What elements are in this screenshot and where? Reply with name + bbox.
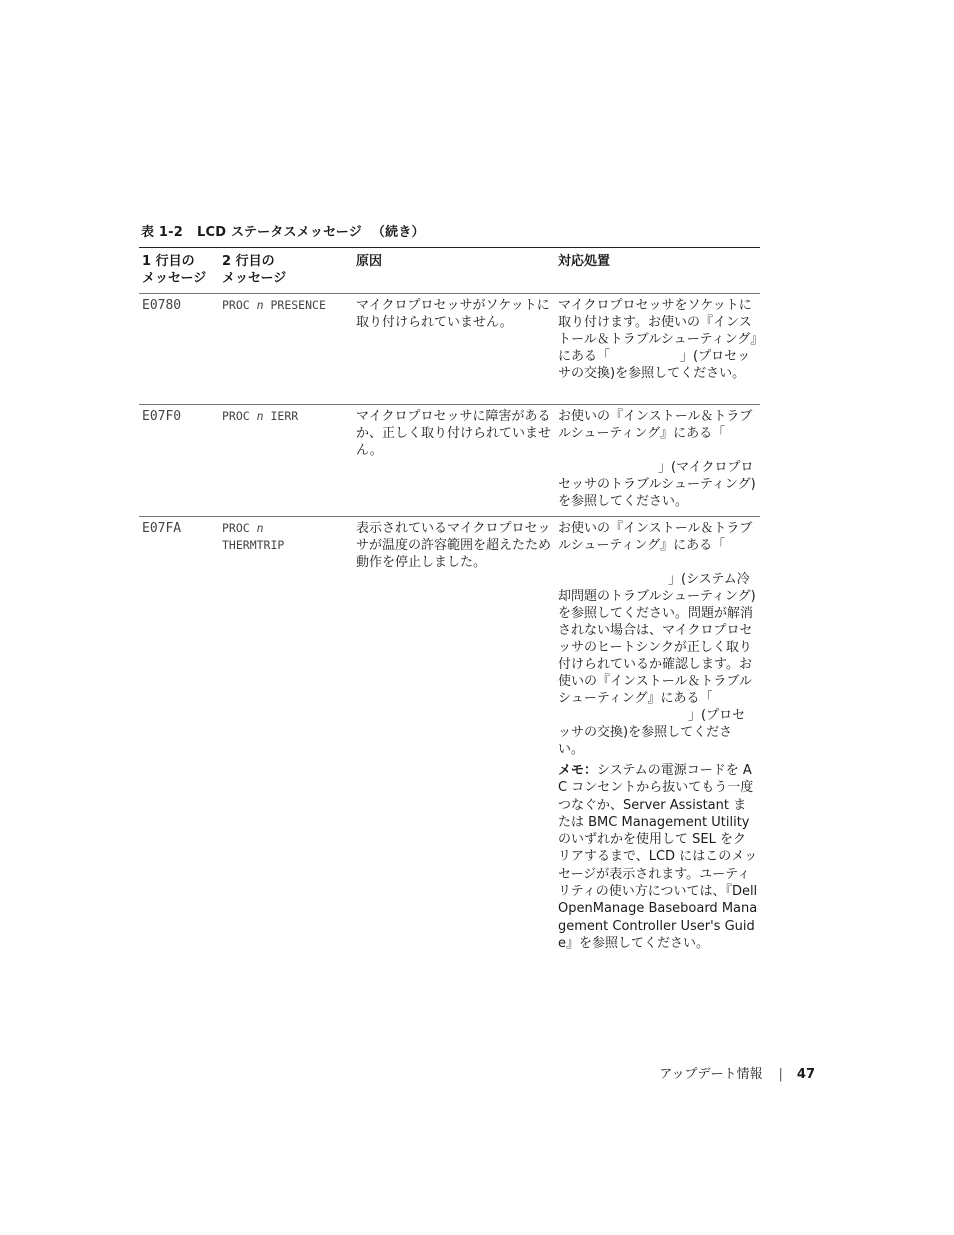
lcd-status-table bbox=[139, 247, 760, 958]
table-header-row bbox=[139, 248, 760, 294]
footer-section-title: アップデート情報 bbox=[659, 1067, 763, 1082]
table-row bbox=[139, 405, 760, 517]
table-number: 表 1-2 bbox=[141, 225, 184, 240]
row-code: E07F0 bbox=[142, 409, 182, 424]
table-continued-label: （続き） bbox=[371, 225, 425, 240]
row-cause: 表示されているマイクロプロセッサが温度の許容範囲を超えたため動作を停止しました。 bbox=[356, 521, 552, 570]
row-message: PROC n THERMTRIP bbox=[222, 521, 285, 552]
header-action: 対応処置 bbox=[558, 254, 611, 269]
row-action: お使いの『インストール＆トラブルシューティング』にある「 」(マイクロプロセッサのトラブルシューティング)を参照してください。 bbox=[558, 409, 756, 509]
row-code: E07FA bbox=[142, 521, 182, 536]
row-code: E0780 bbox=[142, 298, 182, 313]
note-text: システムの電源コードを AC コンセントから抜いてもう一度つなぐか、Server Assistant または BMC Management Utility のいずれかを使用して SEL をクリアするまで、LCD にはこのメッセージが表示されます。ユーティリティの使い方については、『Dell OpenManage Baseboard Management Controller User's Guide』を参照してください。 bbox=[558, 763, 758, 951]
row-cause: マイクロプロセッサに障害があるか、正しく取り付けられていません。 bbox=[356, 409, 552, 458]
header-cause: 原因 bbox=[356, 254, 383, 269]
table-row bbox=[139, 517, 760, 959]
note-block bbox=[558, 762, 758, 952]
row-message: PROC n PRESENCE bbox=[222, 298, 326, 312]
row-action: お使いの『インストール＆トラブルシューティング』にある「 」(システム冷却問題のトラブルシューティング)を参照してください。問題が解消されない場合は、マイクロプロセッサのヒートシンクが正しく取り付けられているか確認します。お使いの『インストール＆トラブルシューティング』にある「」(プロセッサの交換)を参照してください。 メモ：システムの電源コードを AC コンセントから抜いてもう一度つなぐか、Server Assistant または BMC Management Utility のいずれかを使用して SEL をクリアするまで、LCD にはこのメッセージが表示されます。ユーティリティの使い方については、『Dell OpenManage Baseboard Management Controller User's Guide』を参照してください。 bbox=[558, 521, 758, 951]
page-number: 47 bbox=[796, 1067, 815, 1082]
table-row bbox=[139, 294, 760, 405]
header-line1: 1 行目の メッセージ bbox=[142, 254, 207, 286]
header-line2: 2 行目の メッセージ bbox=[222, 254, 287, 286]
row-cause: マイクロプロセッサがソケットに取り付けられていません。 bbox=[356, 298, 550, 330]
row-action: マイクロプロセッサをソケットに取り付けます。お使いの『インストール＆トラブルシューティング』にある「 」(プロセッサの交換)を参照してください。 bbox=[558, 298, 757, 381]
row-message: PROC n IERR bbox=[222, 409, 299, 423]
table-title: LCD ステータスメッセージ bbox=[197, 225, 362, 240]
footer-separator: | bbox=[778, 1067, 783, 1082]
page-footer bbox=[620, 1063, 815, 1082]
table-caption bbox=[141, 221, 425, 240]
note-label: メモ： bbox=[558, 763, 598, 778]
